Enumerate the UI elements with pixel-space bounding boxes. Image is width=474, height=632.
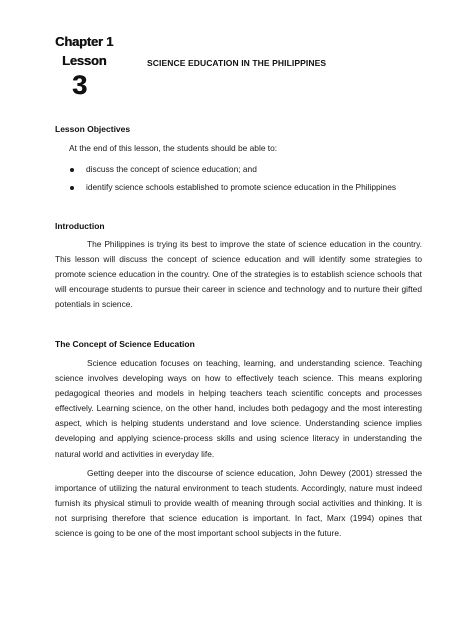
- objective-text: identify science schools established to promote science education in the Philippines: [86, 182, 397, 192]
- concept-text-2: Getting deeper into the discourse of science education, John Dewey (2001) stressed the importance of utilizing the natural environment to teach students. Accordingly, nature must indeed furnish its physical stimuli to provide wealth of meaning through social activities and thinking. It is not surprising therefore that science education is important. In fact, Marx (1994) opines that science is going to be one of the most important school subjects in the future.: [55, 468, 422, 539]
- list-item: [69, 163, 396, 181]
- objectives-heading: Lesson Objectives: [55, 124, 131, 134]
- introduction-heading: Introduction: [55, 221, 105, 231]
- list-item: [69, 181, 396, 199]
- chapter-label: Chapter 1: [55, 34, 114, 49]
- objective-text: discuss the concept of science education; and: [86, 164, 257, 174]
- concept-paragraph-2: [55, 466, 422, 541]
- concept-heading: The Concept of Science Education: [55, 339, 195, 349]
- lesson-number: 3: [72, 70, 88, 100]
- concept-text-1: Science education focuses on teaching, learning, and understanding science. Teaching science involves developing ways on how to effectively teach science. This means exploring pedagogical theories and models in helping teachers teach scientific concepts and processes effectively. Learning science, on the other hand, includes both pedagogy and the most interesting aspect, which is helping students understand and love science. Understanding science implies developing and applying science-process skills and using science literacy in understanding the natural world and activities in everyday life.: [55, 358, 422, 459]
- objectives-list: [69, 163, 396, 199]
- concept-paragraph-1: [55, 356, 422, 462]
- bullet-icon: [70, 168, 74, 172]
- introduction-text: The Philippines is trying its best to improve the state of science education in the country. This lesson will discuss the concept of science education and will identify some strategies to promote science education in the country. One of the strategies is to establish science schools that will encourage students to pursue their career in science and technology and to nurture their gifted potentials in science.: [55, 239, 422, 310]
- lesson-title: SCIENCE EDUCATION IN THE PHILIPPINES: [147, 58, 327, 68]
- introduction-paragraph: [55, 237, 422, 312]
- objectives-intro: At the end of this lesson, the students should be able to:: [69, 143, 278, 153]
- lesson-label: Lesson: [62, 53, 107, 68]
- bullet-icon: [70, 186, 74, 190]
